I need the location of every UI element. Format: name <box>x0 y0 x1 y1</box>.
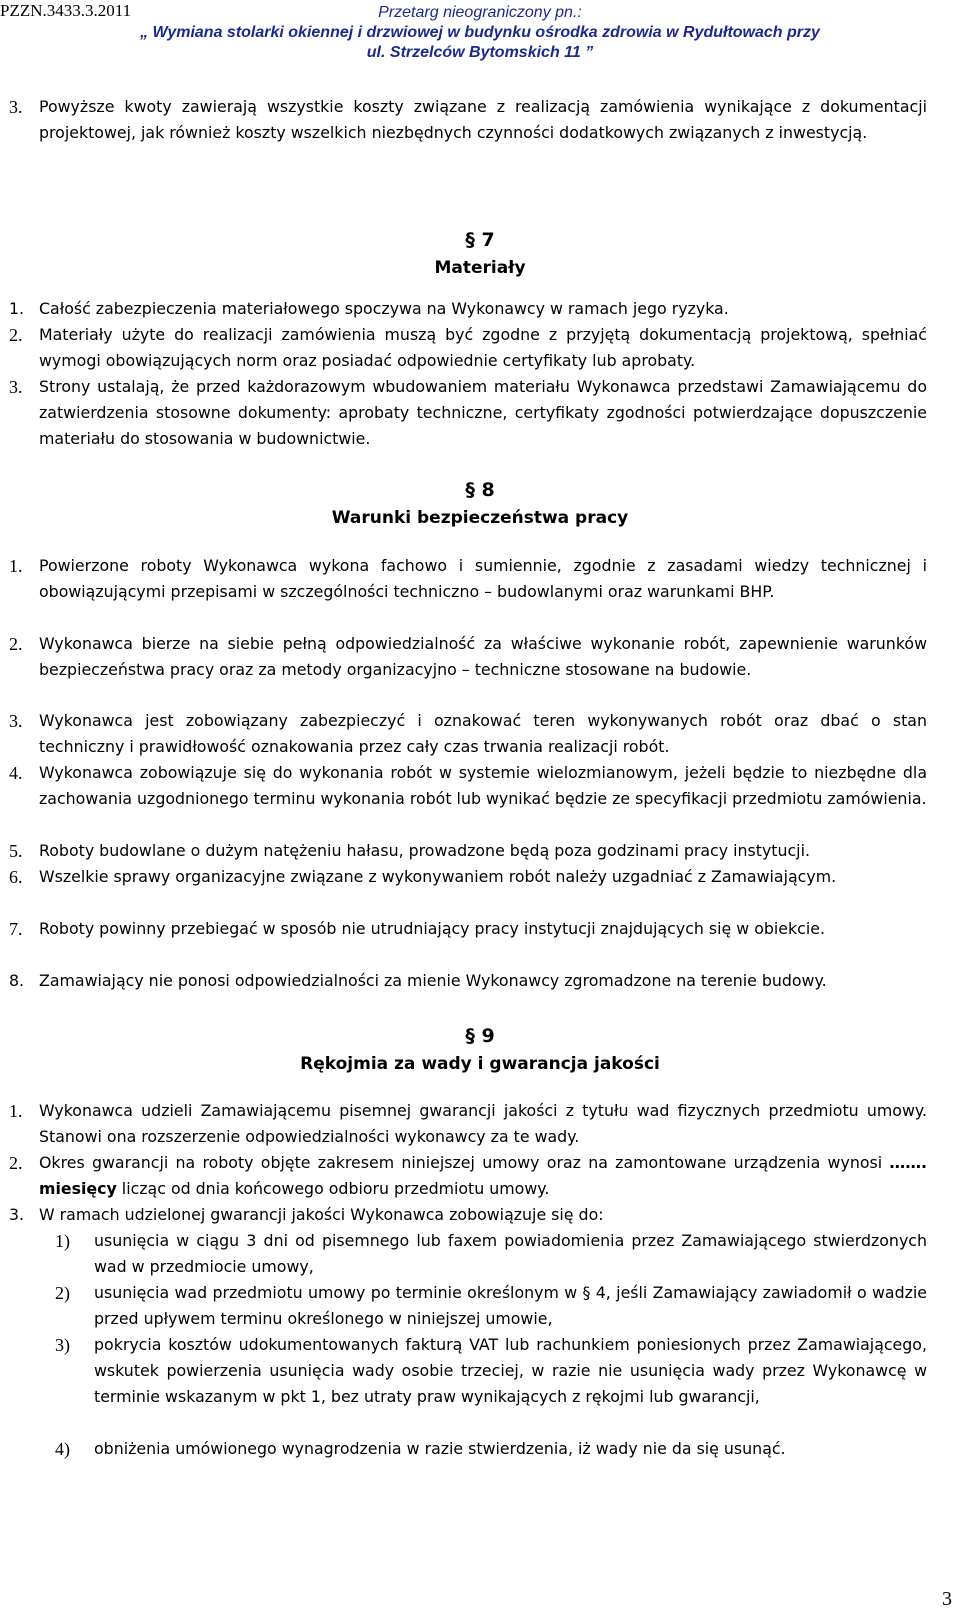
item-number: 3. <box>9 711 23 731</box>
s9-subitem-2 <box>55 1280 927 1332</box>
intro-item <box>9 94 927 146</box>
item-text: Powyższe kwoty zawierają wszystkie koszty związane z realizacją zamówienia wynikające z dokumentacji projektowej, jak również koszty wszelkich niezbędnych czynności dodatkowych związanych z inwestycją. <box>39 97 927 142</box>
item-number: 2. <box>9 325 23 345</box>
item-text: Wykonawca bierze na siebie pełną odpowiedzialność za właściwe wykonanie robót, zapewnienie warunków bezpieczeństwa pracy oraz za metody organizacyjno – techniczne stosowane na budowie. <box>39 634 927 679</box>
item-number: 6. <box>9 867 23 887</box>
item-text: Wykonawca jest zobowiązany zabezpieczyć i oznakować teren wykonywanych robót oraz dbać o stan techniczny i prawidłowość oznakowania przez cały czas trwania realizacji robót. <box>39 711 927 756</box>
s9-subitem-3 <box>55 1332 927 1410</box>
s8-item-1 <box>9 553 927 605</box>
item-text: Roboty budowlane o dużym natężeniu hałasu, prowadzone będą poza godzinami pracy instytucji. <box>39 841 810 860</box>
subitem-text: usunięcia w ciągu 3 dni od pisemnego lub faxem powiadomienia przez Zamawiającego stwierdzonych wad w przedmiocie umowy, <box>94 1231 927 1276</box>
warranty-period: ……. miesięcy <box>39 1153 927 1198</box>
subitem-text: usunięcia wad przedmiotu umowy po terminie określonym w § 4, jeśli Zamawiający zawiadomił o wadzie przed upływem terminu określonego w niniejszej umowie, <box>94 1283 927 1328</box>
s7-item-3 <box>9 374 927 452</box>
page-number: 3 <box>942 1588 952 1610</box>
paragraph-number: § 9 <box>465 1025 495 1047</box>
item-number: 1. <box>9 1101 23 1121</box>
item-number: 2. <box>9 1153 23 1173</box>
s8-item-6 <box>9 864 927 890</box>
s8-item-7 <box>9 916 927 942</box>
header-tender-address: ul. Strzelców Bytomskich 11 ” <box>366 44 594 61</box>
section-7-heading <box>0 226 960 282</box>
s8-item-4 <box>9 760 927 812</box>
s8-item-5 <box>9 838 927 864</box>
header-tender-type: Przetarg nieograniczony pn.: <box>378 4 582 21</box>
paragraph-number: § 8 <box>465 479 495 501</box>
section-title: Rękojmia za wady i gwarancja jakości <box>300 1054 660 1074</box>
item-number: 8. <box>9 971 25 990</box>
item-text <box>39 1150 927 1202</box>
item-text: Wykonawca udzieli Zamawiającemu pisemnej gwarancji jakości z tytułu wad fizycznych przedmiotu umowy. Stanowi ona rozszerzenie odpowiedzialności wykonawcy za te wady. <box>39 1101 927 1146</box>
subitem-number: 3) <box>55 1335 70 1355</box>
item-text: Wykonawca zobowiązuje się do wykonania robót w systemie wielozmianowym, jeżeli będzie to niezbędne dla zachowania uzgodnionego terminu wykonania robót lub wynikać będzie ze specyfikacji przedmiotu zamówienia. <box>39 763 927 808</box>
s8-item-2 <box>9 631 927 683</box>
s9-item-3 <box>9 1202 927 1228</box>
item-text: Materiały użyte do realizacji zamówienia muszą być zgodne z przyjętą dokumentacją projektową, spełniać wymogi obowiązujących norm oraz posiadać odpowiednie certyfikaty lub aprobaty. <box>39 325 927 370</box>
item-number: 1. <box>9 299 25 318</box>
subitem-number: 1) <box>55 1231 70 1251</box>
item-text: Powierzone roboty Wykonawca wykona fachowo i sumiennie, zgodnie z zasadami wiedzy technicznej i obowiązującymi przepisami w szczególności techniczno – budowlanymi oraz warunkami BHP. <box>39 556 927 601</box>
section-9-heading <box>0 1022 960 1078</box>
section-title: Materiały <box>434 258 526 278</box>
subitem-text: obniżenia umówionego wynagrodzenia w razie stwierdzenia, iż wady nie da się usunąć. <box>94 1439 786 1458</box>
item-text: Wszelkie sprawy organizacyjne związane z wykonywaniem robót należy uzgadniać z Zamawiającym. <box>39 867 837 886</box>
s9-subitem-1 <box>55 1228 927 1280</box>
item-text-end: licząc od dnia końcowego odbioru przedmiotu umowy. <box>116 1179 550 1198</box>
item-number: 3. <box>9 377 23 397</box>
s9-item-1 <box>9 1098 927 1150</box>
item-text: Strony ustalają, że przed każdorazowym wbudowaniem materiału Wykonawca przedstawi Zamawiającemu do zatwierdzenia stosowne dokumenty: aprobaty techniczne, certyfikaty zgodności potwierdzające dopuszczenie materiału do stosowania w budownictwie. <box>39 377 927 448</box>
s7-item-1 <box>9 296 927 322</box>
item-text: Zamawiający nie ponosi odpowiedzialności za mienie Wykonawcy zgromadzone na terenie budowy. <box>39 971 827 990</box>
subitem-text: pokrycia kosztów udokumentowanych fakturą VAT lub rachunkiem poniesionych przez Zamawiającego, wskutek powierzenia usunięcia wady osobie trzeciej, w razie nie usunięcia wady przez Wykonawcę w terminie wskazanym w pkt 1, bez utraty praw wynikających z rękojmi lub gwarancji, <box>94 1335 927 1406</box>
s7-item-2 <box>9 322 927 374</box>
item-text: W ramach udzielonej gwarancji jakości Wykonawca zobowiązuje się do: <box>39 1205 604 1224</box>
paragraph-number: § 7 <box>465 229 495 251</box>
s8-item-8 <box>9 968 927 994</box>
document-code: PZZN.3433.3.2011 <box>0 1 132 20</box>
subitem-number: 4) <box>55 1439 70 1459</box>
s9-subitem-4 <box>55 1436 927 1462</box>
s9-item-2 <box>9 1150 927 1202</box>
item-number: 1. <box>9 556 23 576</box>
item-number: 4. <box>9 763 23 783</box>
s8-item-3 <box>9 708 927 760</box>
header-tender-title: „ Wymiana stolarki okiennej i drzwiowej w budynku ośrodka zdrowia w Rydułtowach przy <box>140 24 820 41</box>
item-number: 2. <box>9 634 23 654</box>
section-title: Warunki bezpieczeństwa pracy <box>331 508 629 528</box>
item-number: 3. <box>9 97 23 117</box>
item-number: 5. <box>9 841 23 861</box>
item-number: 7. <box>9 919 23 939</box>
item-text-start: Okres gwarancji na roboty objęte zakresem niniejszej umowy oraz na zamontowane urządzenia wynosi <box>39 1153 890 1172</box>
section-8-heading <box>0 476 960 532</box>
page-header <box>0 3 960 63</box>
item-number: 3. <box>9 1205 25 1224</box>
subitem-number: 2) <box>55 1283 70 1303</box>
item-text: Roboty powinny przebiegać w sposób nie utrudniający pracy instytucji znajdujących się w obiekcie. <box>39 919 825 938</box>
item-text: Całość zabezpieczenia materiałowego spoczywa na Wykonawcy w ramach jego ryzyka. <box>39 299 729 318</box>
